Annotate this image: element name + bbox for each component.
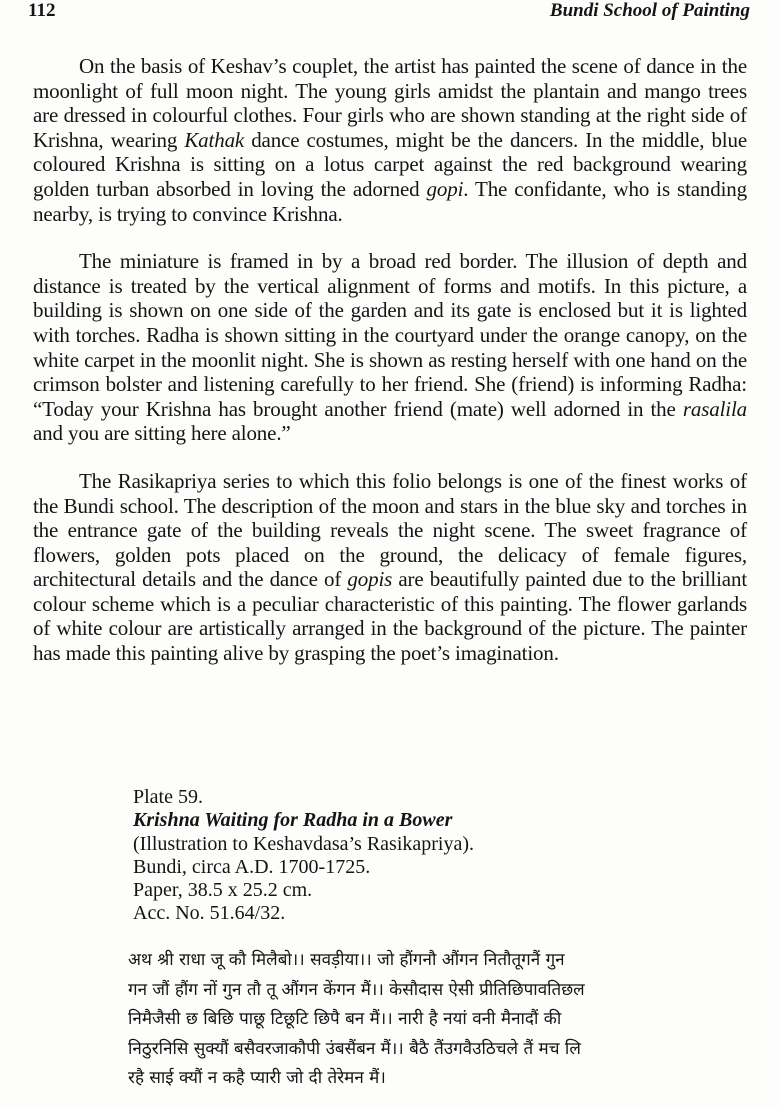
text-run: and you are sitting here alone.” — [33, 421, 291, 446]
text-run: are beautifully painted due to the brilliant colour scheme which is a peculiar characteristic of this painting. The flower garlands of white colour are artistically arranged in the background of the picture. The painter has made this painting alive by grasping the poet’s imagination. — [33, 567, 748, 666]
text-run: The miniature is framed in by a broad red border. The illusion of depth and distance is treated by the vertical alignment of forms and motifs. In this picture, a building is shown on one side of the garden and its gate is enclosed but it is lighted with torches. Radha is shown sitting in the courtyard under the orange canopy, on the white carpet in the moonlit night. She is shown as resting herself with one hand on the crimson bolster and listening carefully to her friend. She (friend) is informing Radha: “Today your Krishna has brought another friend (mate) well adorned in the — [33, 249, 747, 421]
text-run: . The confidante, who is standing nearby, is trying to convince Krishna. — [33, 176, 748, 226]
paragraph-2 — [33, 249, 747, 446]
hindi-verse — [128, 946, 748, 1094]
plate-origin: Bundi, circa A.D. 1700-1725. — [133, 855, 371, 878]
plate-accession: Acc. No. 51.64/32. — [133, 902, 286, 925]
paragraph-1 — [33, 54, 747, 226]
italic-term: gopi — [426, 176, 464, 201]
italic-term: Kathak — [184, 127, 245, 152]
hindi-line: रहै साई क्यौं न कहै प्यारी जो दी तेरेमन मैं। — [128, 1068, 386, 1089]
text-run: The Rasikapriya series to which this folio belongs is one of the finest works of the Bundi school. The description of the moon and stars in the blue sky and torches in the entrance gate of the building reveals the night scene. The sweet fragrance of flowers, golden pots placed on the ground, the delicacy of female figures, architectural details and the dance of — [33, 468, 747, 592]
plate-title: Krishna Waiting for Radha in a Bower — [133, 809, 453, 832]
hindi-line: अथ श्री राधा जू कौ मिलैबो।। सवड़ीया।। जो हौंगनौ औंगन नितौतूगनैं गुन — [128, 950, 565, 970]
running-head: Bundi School of Painting — [549, 0, 750, 21]
paragraph-3 — [33, 469, 747, 666]
italic-term: rasalila — [682, 396, 747, 421]
hindi-line: निठुरनिसि सुक्यौं बसैवरजाकौपी उंबसैंबन मैं।। बैठै तैंउगवैउठिचले तैं मच लि — [128, 1038, 581, 1059]
plate-medium: Paper, 38.5 x 25.2 cm. — [133, 879, 313, 902]
text-run: dance costumes, might be the dancers. In the middle, blue coloured Krishna is sitting on a lotus carpet against the red background wearing golden turban absorbed in loving the adorned — [33, 127, 747, 201]
body-text — [33, 54, 747, 689]
plate-caption — [133, 786, 733, 926]
plate-illustration-note: (Illustration to Keshavdasa’s Rasikapriya). — [133, 832, 475, 855]
page-number: 112 — [28, 0, 56, 21]
text-run: On the basis of Keshav’s couplet, the artist has painted the scene of dance in the moonlight of full moon night. The young girls amidst the plantain and mango trees are dressed in colourful clothes. Four girls who are shown standing at the right side of Krishna, wearing — [33, 54, 747, 152]
hindi-line: गन जौं हौंग नों गुन तौ तू औंगन केंगन मैं।। केसौदास ऐसी प्रीतिछिपावतिछल — [128, 979, 585, 1000]
page-header — [28, 0, 750, 24]
hindi-line: निमैजैसी छ बिछि पाछू टिछूटि छिपै बन मैं।। नारी है नयां वनी मैनादौं की — [128, 1009, 562, 1030]
italic-term: gopis — [347, 567, 393, 592]
plate-number: Plate 59. — [133, 786, 203, 808]
